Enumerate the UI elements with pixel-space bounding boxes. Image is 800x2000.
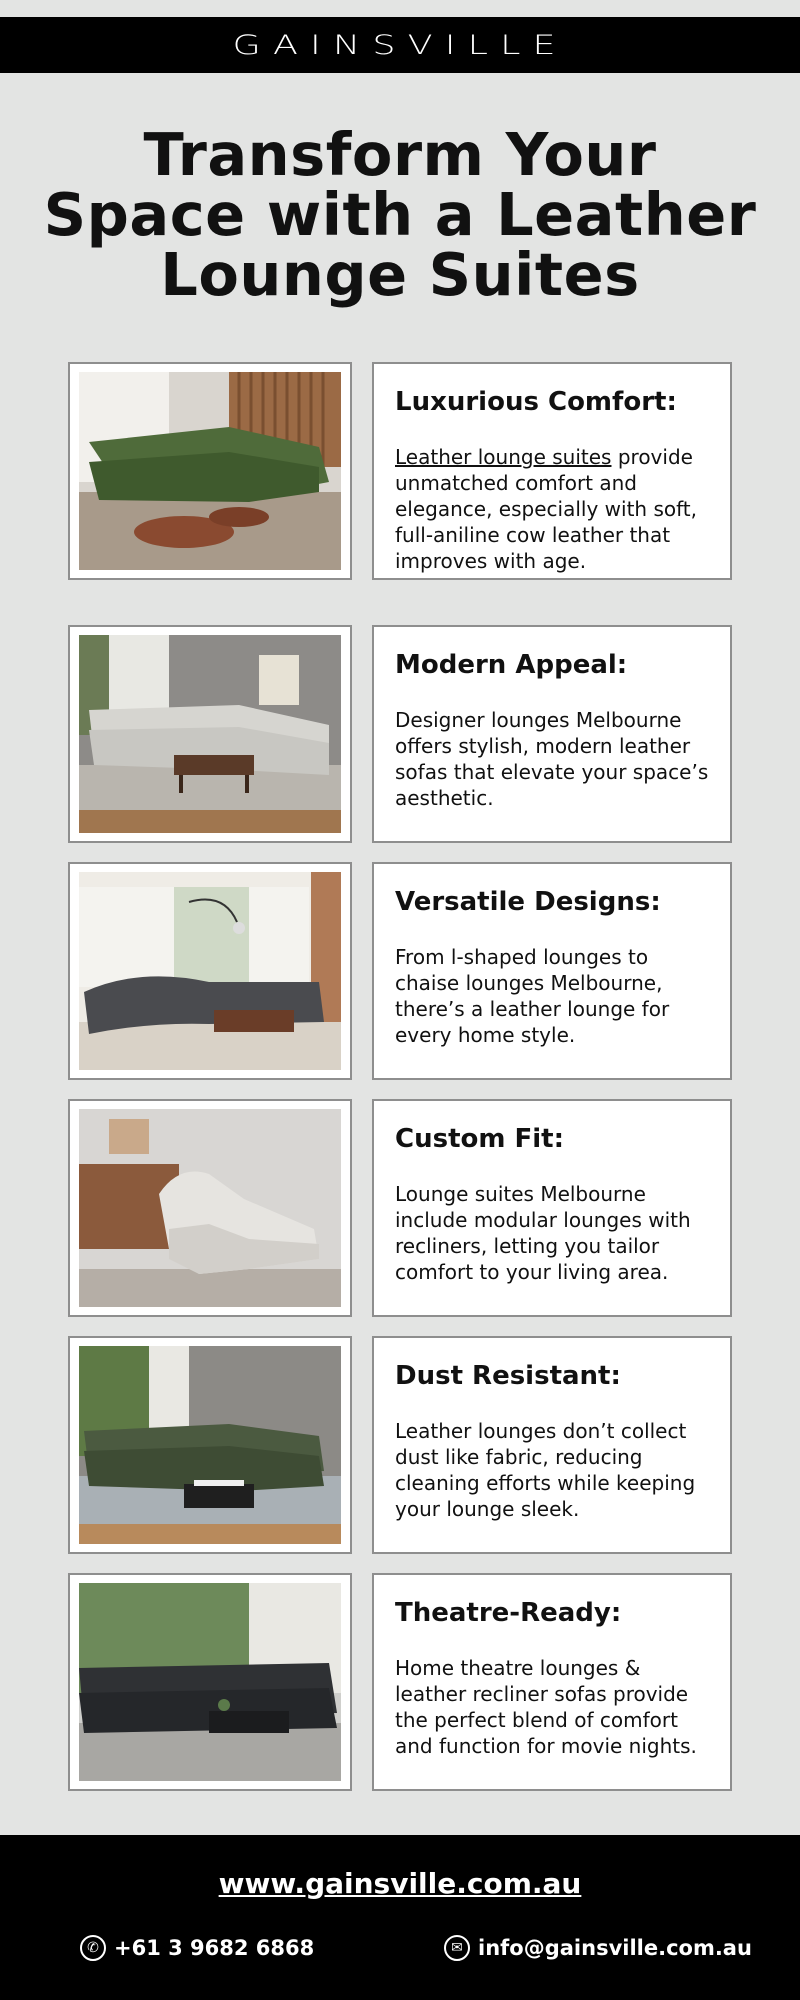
green-fabric-sofa-image bbox=[79, 1346, 341, 1544]
feature-title: Modern Appeal: bbox=[395, 650, 628, 680]
email-contact[interactable] bbox=[444, 1935, 752, 1961]
feature-title: Dust Resistant: bbox=[395, 1361, 621, 1391]
feature-text: Designer lounges Melbourne offers stylish, modern leather sofas that elevate your space’s aesthetic. bbox=[395, 708, 709, 810]
page-title: Transform Your Space with a Leather Lounge Suites bbox=[43, 120, 757, 309]
sofa-photo bbox=[79, 872, 341, 1070]
leather-lounge-suites-link[interactable]: Leather lounge suites bbox=[395, 445, 612, 469]
feature-text: From l-shaped lounges to chaise lounges Melbourne, there’s a leather lounge for every home style. bbox=[395, 945, 670, 1047]
feature-row bbox=[68, 1573, 732, 1791]
theatre-lounge-image bbox=[79, 1583, 341, 1781]
recliner-image bbox=[79, 1109, 341, 1307]
phone-icon: ✆ bbox=[80, 1935, 106, 1961]
grey-sofa-image bbox=[79, 635, 341, 833]
feature-row bbox=[68, 362, 732, 580]
website-link[interactable]: www.gainsville.com.au bbox=[218, 1867, 582, 1900]
feature-row bbox=[68, 1099, 732, 1317]
feature-card bbox=[372, 1099, 732, 1317]
sofa-photo bbox=[79, 1583, 341, 1781]
feature-row bbox=[68, 1336, 732, 1554]
sofa-photo bbox=[79, 1109, 341, 1307]
photo-card bbox=[68, 862, 352, 1080]
photo-card bbox=[68, 625, 352, 843]
feature-row bbox=[68, 862, 732, 1080]
photo-card bbox=[68, 1099, 352, 1317]
footer bbox=[0, 1835, 800, 2000]
green-sofa-image bbox=[79, 372, 341, 570]
phone-contact[interactable] bbox=[80, 1935, 314, 1961]
curved-sofa-image bbox=[79, 872, 341, 1070]
feature-text bbox=[395, 444, 710, 574]
email-address: info@gainsville.com.au bbox=[478, 1936, 752, 1960]
sofa-photo bbox=[79, 635, 341, 833]
feature-row bbox=[68, 625, 732, 843]
feature-title: Versatile Designs: bbox=[395, 887, 661, 917]
feature-text: Leather lounges don’t collect dust like fabric, reducing cleaning efforts while keeping your lounge sleek. bbox=[395, 1419, 696, 1521]
feature-card bbox=[372, 1336, 732, 1554]
feature-card bbox=[372, 625, 732, 843]
feature-title: Theatre-Ready: bbox=[395, 1598, 622, 1628]
brand-logo[interactable]: GAINSVILLE bbox=[232, 29, 568, 61]
feature-card bbox=[372, 1573, 732, 1791]
photo-card bbox=[68, 1336, 352, 1554]
mail-icon: ✉ bbox=[444, 1935, 470, 1961]
sofa-photo bbox=[79, 372, 341, 570]
feature-card bbox=[372, 862, 732, 1080]
header-bar bbox=[0, 17, 800, 73]
photo-card bbox=[68, 362, 352, 580]
sofa-photo bbox=[79, 1346, 341, 1544]
feature-body: provide unmatched comfort and elegance, especially with soft, full-aniline cow leather that improves with age. bbox=[395, 445, 697, 573]
feature-text: Home theatre lounges & leather recliner sofas provide the perfect blend of comfort and function for movie nights. bbox=[395, 1656, 697, 1758]
feature-title: Luxurious Comfort: bbox=[395, 387, 677, 417]
feature-card bbox=[372, 362, 732, 580]
phone-number: +61 3 9682 6868 bbox=[114, 1936, 315, 1960]
feature-title: Custom Fit: bbox=[395, 1124, 564, 1154]
feature-text: Lounge suites Melbourne include modular lounges with recliners, letting you tailor comfort to your living area. bbox=[395, 1182, 691, 1284]
photo-card bbox=[68, 1573, 352, 1791]
